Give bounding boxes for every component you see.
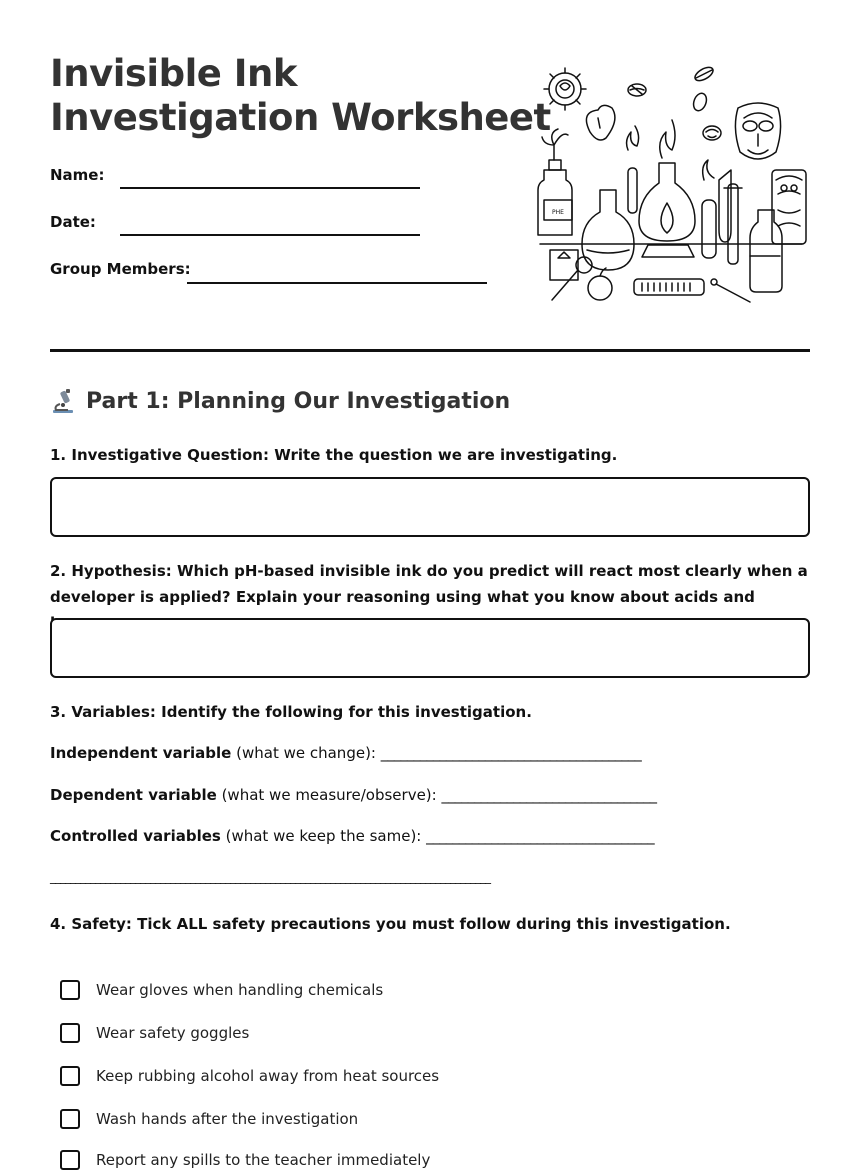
title-line-1: Invisible Ink	[50, 52, 297, 95]
variable-hint: (what we change):	[231, 744, 381, 762]
answer-blank[interactable]: ________________________________________	[380, 744, 641, 762]
date-label: Date:	[50, 213, 96, 231]
controlled-variables-row[interactable]	[50, 827, 654, 845]
question-4: 4. Safety: Tick ALL safety precautions you must follow during this investigation.	[50, 915, 731, 933]
checkbox[interactable]	[60, 1109, 80, 1129]
safety-item-label: Wear gloves when handling chemicals	[96, 981, 384, 999]
date-field[interactable]	[120, 234, 420, 236]
independent-variable-row[interactable]	[50, 744, 641, 762]
question-1-answer-box[interactable]	[50, 477, 810, 537]
checkbox[interactable]	[60, 1150, 80, 1170]
answer-blank[interactable]: ___________________________________	[426, 827, 654, 845]
safety-item-gloves[interactable]	[60, 980, 383, 1000]
variable-hint: (what we keep the same):	[220, 827, 427, 845]
gear-icon	[544, 68, 586, 110]
dependent-variable-row[interactable]	[50, 786, 656, 804]
safety-item-goggles[interactable]	[60, 1023, 249, 1043]
question-2-answer-box[interactable]	[50, 618, 810, 678]
header-divider	[50, 349, 810, 352]
name-field[interactable]	[120, 187, 420, 189]
safety-item-label: Wear safety goggles	[96, 1024, 250, 1042]
name-label: Name:	[50, 166, 105, 184]
part-1-heading	[50, 388, 510, 414]
question-3: 3. Variables: Identify the following for this investigation.	[50, 703, 532, 721]
safety-item-wash-hands[interactable]	[60, 1109, 358, 1129]
group-members-label: Group Members:	[50, 260, 191, 278]
answer-blank[interactable]: _________________________________	[441, 786, 656, 804]
group-members-field[interactable]	[187, 282, 487, 284]
part-1-title: Part 1: Planning Our Investigation	[86, 388, 511, 414]
variable-term: Controlled variables	[50, 827, 221, 845]
bottle-label: PHE	[552, 209, 564, 216]
science-lab-illustration	[532, 60, 812, 310]
safety-item-label: Report any spills to the teacher immediately	[96, 1151, 431, 1169]
variable-term: Independent variable	[50, 744, 232, 762]
safety-item-alcohol[interactable]	[60, 1066, 439, 1086]
question-2: 2. Hypothesis: Which pH-based invisible ink do you predict will react most clearly when a developer is applied? Explain your reasoning using what you know about acids and	[50, 562, 808, 606]
carving-icon	[735, 103, 780, 159]
safety-item-spills[interactable]	[60, 1150, 430, 1170]
question-1: 1. Investigative Question: Write the question we are investigating.	[50, 446, 618, 464]
safety-item-label: Wash hands after the investigation	[96, 1110, 359, 1128]
variable-hint: (what we measure/observe):	[216, 786, 442, 804]
checkbox[interactable]	[60, 980, 80, 1000]
checkbox[interactable]	[60, 1023, 80, 1043]
microscope-icon	[50, 388, 76, 414]
safety-item-label: Keep rubbing alcohol away from heat sources	[96, 1067, 440, 1085]
checkbox[interactable]	[60, 1066, 80, 1086]
variable-term: Dependent variable	[50, 786, 217, 804]
controlled-variables-extra-blank[interactable]: ________________________________________________________________________________________	[50, 870, 490, 884]
worksheet-title	[50, 52, 551, 140]
title-line-2: Investigation Worksheet	[50, 96, 551, 139]
